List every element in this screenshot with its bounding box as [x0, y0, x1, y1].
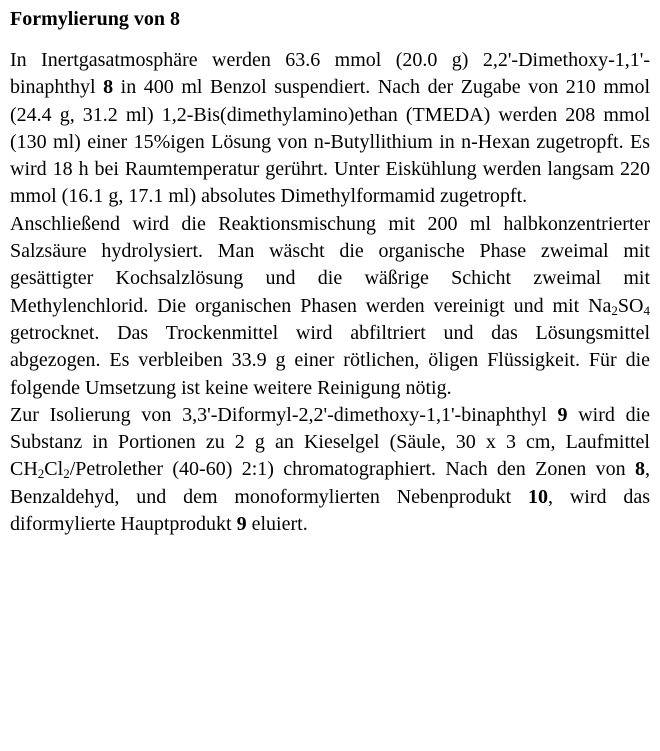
paragraph-workup [10, 211, 650, 402]
p2-subscript-2: 4 [643, 302, 650, 318]
compound-ref-10: 10 [527, 485, 548, 508]
p2-subscript-1: 2 [611, 302, 618, 318]
p3-text-6: , wird das diformylierte Hauptprodukt [10, 485, 650, 536]
p2-text-2: SO [617, 294, 644, 317]
p3-text-7: eluiert. [246, 513, 308, 536]
p3-text-2: wird die Substanz in Portionen zu 2 g an Kieselgel (Säule, 30 x 3 cm, Laufmittel CH [10, 403, 651, 481]
p3-subscript-2: 2 [63, 466, 70, 482]
p2-text-3: getrocknet. Das Trockenmittel wird abfiltriert und das Lösungsmittel abgezogen. Es verbleiben 33.9 g einer rötlichen, öligen Flüssigkeit. Für die folgende Umsetzung ist keine weitere Reinigung nötig. [10, 321, 650, 399]
compound-ref-9: 9 [557, 403, 568, 426]
paragraph-isolation [10, 402, 650, 538]
p2-text-1: Anschließend wird die Reaktionsmischung mit 200 ml halbkonzentrierter Salzsäure hydrolysiert. Man wäscht die organische Phase zweimal mit gesättigter Kochsalzlösung und die wäßrige Schicht zweimal mit Methylenchlorid. Die organischen Phasen werden vereinigt und mit Na [10, 212, 650, 317]
section-heading: Formylierung von 8 [10, 8, 180, 30]
p3-subscript-1: 2 [37, 466, 45, 482]
p3-text-1: Zur Isolierung von 3,3'-Diformyl-2,2'-dimethoxy-1,1'-binaphthyl [10, 403, 558, 426]
compound-ref-8: 8 [103, 76, 114, 99]
paragraph-reaction [10, 47, 650, 211]
p1-text-2: in 400 ml Benzol suspendiert. Nach der Zugabe von 210 mmol (24.4 g, 31.2 ml) 1,2-Bis(dimethylamino)ethan (TMEDA) werden 208 mmol (130 ml) einer 15%igen Lösung von n-Butyllithium in n-Hexan zugetropft. Es wird 18 h bei Raumtemperatur gerührt. Unter Eiskühlung werden langsam 220 mmol (16.1 g, 17.1 ml) absolutes Dimethylformamid zugetropft. [10, 76, 650, 208]
compound-ref-8: 8 [635, 458, 645, 481]
p3-text-5: , Benzaldehyd, und dem monoformylierten Nebenprodukt [10, 458, 650, 508]
p3-text-3: Cl [44, 458, 64, 481]
compound-ref-9: 9 [236, 513, 247, 536]
p3-text-4: /Petrolether (40-60) 2:1) chromatographiert. Nach den Zonen von [69, 458, 635, 481]
p1-text-1: In Inertgasatmosphäre werden 63.6 mmol (20.0 g) 2,2'-Dimethoxy-1,1'-binaphthyl [10, 49, 650, 99]
